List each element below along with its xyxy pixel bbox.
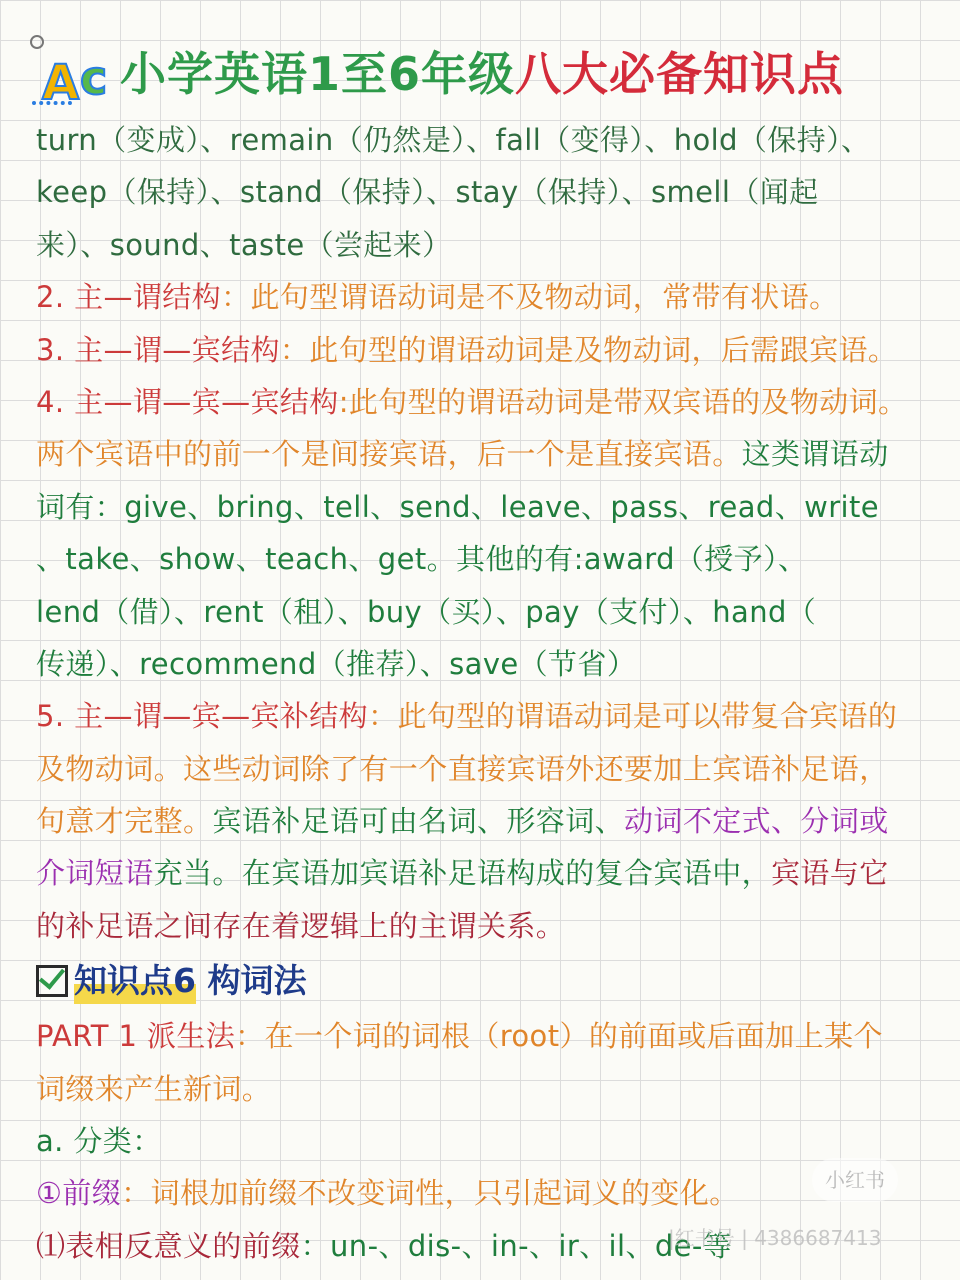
text-line	[36, 481, 940, 533]
text-line	[36, 586, 940, 638]
content	[36, 114, 940, 1272]
checkbox-check-icon	[36, 965, 68, 997]
text-line	[36, 219, 940, 271]
text-segment: ⑴表相反意义的前缀	[36, 1228, 301, 1263]
text-segment: 3. 主—谓—宾结构	[36, 332, 280, 367]
text-segment: 宾语与它	[771, 856, 889, 891]
text-segment: ①前缀	[36, 1176, 122, 1211]
text-line	[36, 847, 940, 899]
text-line	[36, 1167, 940, 1219]
logo-ring-icon	[30, 35, 44, 49]
text-segment: 及物动词。这些动词除了有一个直接宾语外还要加上宾语补足语，	[36, 751, 889, 786]
text-segment: 4. 主—谓—宾—宾结构	[36, 384, 339, 419]
text-segment: 句意才完整。	[36, 804, 213, 839]
text-line	[36, 1010, 940, 1062]
text-segment: PART 1 派生法	[36, 1019, 236, 1054]
text-segment: 2. 主—谓结构	[36, 280, 222, 315]
title-part-1: 小学英语1至6年级	[120, 47, 516, 101]
text-line	[36, 638, 940, 690]
text-line	[36, 376, 940, 428]
text-segment: turn（变成）、remain（仍然是）、fall（变得）、hold（保持）、	[36, 123, 871, 157]
title-part-2: 八大必备知识点	[515, 47, 845, 101]
text-segment: 5. 主—谓—宾—宾补结构	[36, 699, 369, 734]
text-segment: ：在一个词的词根（root）的前面或后面加上某个	[235, 1019, 883, 1054]
text-segment: :此句型的谓语动词是带双宾语的及物动词。	[338, 384, 908, 419]
text-segment: lend（借）、rent（租）、buy（买）、pay（支付）、hand（	[36, 594, 817, 629]
logo-dots-icon	[32, 101, 72, 111]
text-segment: 、take、show、teach、get。其他的有:award（授予）、	[36, 542, 808, 577]
text-segment: ：此句型谓语动词是不及物动词，常带有状语。	[221, 280, 839, 315]
logo-letter-c: c	[80, 51, 108, 105]
page-title	[120, 38, 844, 104]
text-segment: 词缀来产生新词。	[36, 1071, 272, 1106]
abc-logo-icon	[28, 31, 120, 111]
text-segment: 的补足语之间存在着逻辑上的主谓关系。	[36, 908, 566, 943]
text-segment: keep（保持）、stand（保持）、stay（保持）、smell（闻起	[36, 175, 819, 210]
text-segment: 词有：give、bring、tell、send、leave、pass、read、write	[36, 489, 879, 524]
text-segment: a. 分类：	[36, 1124, 162, 1159]
text-segment: 这类谓语动	[741, 437, 889, 472]
text-segment: ：此句型的谓语动词是可以带复合宾语的	[368, 699, 898, 734]
section-number: 知识点6	[74, 952, 196, 1010]
text-line	[36, 114, 940, 166]
text-line	[36, 690, 940, 742]
text-segment: 介词短语	[36, 856, 154, 891]
text-line	[36, 743, 940, 795]
text-segment: 宾语补足语可由名词、形容词、	[212, 804, 625, 839]
text-line	[36, 1115, 940, 1167]
text-line	[36, 795, 940, 847]
section-title: 构词法	[195, 961, 307, 1001]
section-heading	[36, 952, 940, 1010]
text-line	[36, 428, 940, 480]
text-segment: 动词不定式、分词或	[624, 804, 889, 839]
logo-letter-a: A	[42, 55, 80, 111]
text-line	[36, 533, 940, 585]
text-line	[36, 1063, 940, 1115]
header	[28, 26, 844, 116]
watermark-badge: 小红书	[812, 1158, 898, 1202]
text-segment: 充当。在宾语加宾语补足语构成的复合宾语中，	[153, 856, 772, 891]
watermark-id: |红书号 | 4386687413	[668, 1226, 882, 1250]
text-line	[36, 271, 940, 323]
text-line	[36, 900, 940, 952]
text-block-1	[36, 114, 940, 952]
text-segment: ：词根加前缀不改变词性，只引起词义的变化。	[121, 1176, 739, 1211]
text-segment: ：此句型的谓语动词是及物动词，后需跟宾语。	[279, 332, 898, 367]
text-segment: 来）、sound、taste（尝起来）	[36, 227, 452, 262]
text-line	[36, 166, 940, 218]
text-segment: 传递）、recommend（推荐）、save（节省）	[36, 646, 637, 681]
text-line	[36, 324, 940, 376]
text-segment: 两个宾语中的前一个是间接宾语，后一个是直接宾语。	[36, 437, 742, 472]
text-segment: ：un-、dis-、in-、ir、il、de-等	[300, 1228, 733, 1263]
